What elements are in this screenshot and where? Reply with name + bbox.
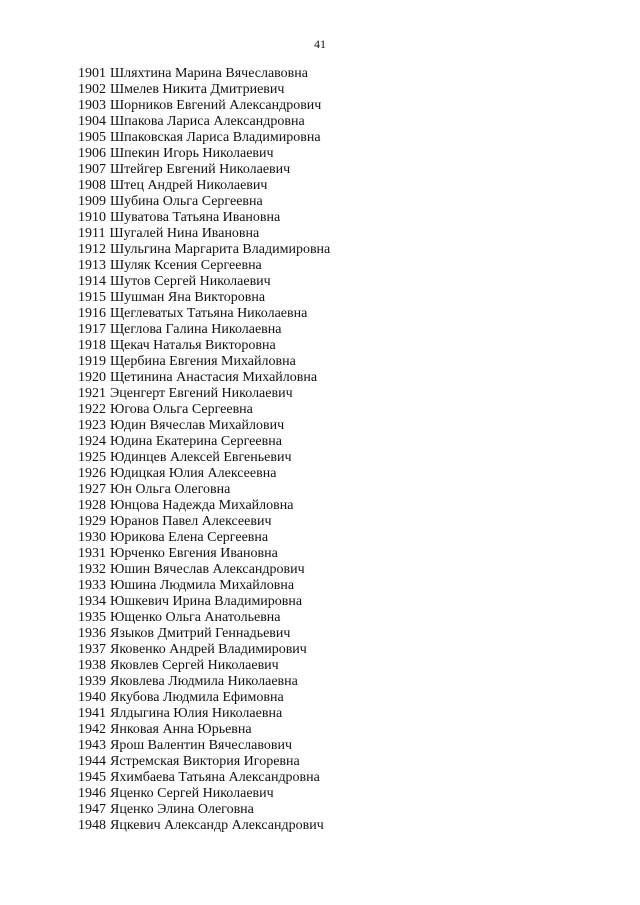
- list-item: [78, 290, 330, 306]
- entry-name: Шпекин Игорь Николаевич: [110, 146, 274, 161]
- list-item: [78, 434, 330, 450]
- entry-number: 1920: [78, 370, 106, 385]
- list-item: [78, 338, 330, 354]
- list-item: [78, 706, 330, 722]
- entry-number: 1913: [78, 258, 106, 273]
- list-item: [78, 146, 330, 162]
- entry-name: Щеглеватых Татьяна Николаевна: [110, 306, 308, 321]
- entry-name: Юрченко Евгения Ивановна: [110, 546, 278, 561]
- entry-name: Янковая Анна Юрьевна: [110, 722, 252, 737]
- entry-number: 1936: [78, 626, 106, 641]
- list-item: [78, 466, 330, 482]
- entry-number: 1947: [78, 802, 106, 817]
- entry-name: Щетинина Анастасия Михайловна: [110, 370, 318, 385]
- list-item: [78, 66, 330, 82]
- entry-name: Ющенко Ольга Анатольевна: [110, 610, 281, 625]
- entry-number: 1914: [78, 274, 106, 289]
- list-item: [78, 802, 330, 818]
- entry-number: 1925: [78, 450, 106, 465]
- list-item: [78, 674, 330, 690]
- entry-number: 1937: [78, 642, 106, 657]
- entry-number: 1927: [78, 482, 106, 497]
- entry-name: Щекач Наталья Викторовна: [110, 338, 276, 353]
- list-item: [78, 626, 330, 642]
- name-list: [78, 66, 330, 834]
- entry-number: 1903: [78, 98, 106, 113]
- entry-number: 1946: [78, 786, 106, 801]
- entry-name: Юдинцев Алексей Евгеньевич: [110, 450, 292, 465]
- entry-number: 1940: [78, 690, 106, 705]
- entry-name: Юдина Екатерина Сергеевна: [110, 434, 282, 449]
- entry-name: Штец Андрей Николаевич: [110, 178, 268, 193]
- list-item: [78, 194, 330, 210]
- entry-name: Яцкевич Александр Александрович: [110, 818, 324, 833]
- entry-number: 1926: [78, 466, 106, 481]
- entry-number: 1948: [78, 818, 106, 833]
- list-item: [78, 754, 330, 770]
- list-item: [78, 498, 330, 514]
- entry-number: 1924: [78, 434, 106, 449]
- list-item: [78, 274, 330, 290]
- entry-number: 1929: [78, 514, 106, 529]
- entry-name: Юнцова Надежда Михайловна: [110, 498, 294, 513]
- entry-name: Яхимбаева Татьяна Александровна: [110, 770, 320, 785]
- list-item: [78, 818, 330, 834]
- list-item: [78, 402, 330, 418]
- entry-name: Языков Дмитрий Геннадьевич: [110, 626, 291, 641]
- list-item: [78, 162, 330, 178]
- entry-number: 1916: [78, 306, 106, 321]
- list-item: [78, 562, 330, 578]
- entry-name: Ярош Валентин Вячеславович: [110, 738, 293, 753]
- entry-name: Штейгер Евгений Николаевич: [110, 162, 291, 177]
- list-item: [78, 98, 330, 114]
- list-item: [78, 482, 330, 498]
- entry-number: 1941: [78, 706, 106, 721]
- entry-number: 1933: [78, 578, 106, 593]
- entry-name: Яценко Сергей Николаевич: [110, 786, 274, 801]
- entry-name: Щеглова Галина Николаевна: [110, 322, 282, 337]
- list-item: [78, 658, 330, 674]
- entry-name: Шляхтина Марина Вячеславовна: [110, 66, 309, 81]
- entry-name: Шмелев Никита Дмитриевич: [110, 82, 285, 97]
- entry-name: Юшкевич Ирина Владимировна: [110, 594, 303, 609]
- list-item: [78, 786, 330, 802]
- entry-number: 1944: [78, 754, 106, 769]
- list-item: [78, 530, 330, 546]
- entry-name: Ялдыгина Юлия Николаевна: [110, 706, 283, 721]
- entry-number: 1942: [78, 722, 106, 737]
- entry-name: Шубина Ольга Сергеевна: [110, 194, 263, 209]
- list-item: [78, 322, 330, 338]
- entry-number: 1938: [78, 658, 106, 673]
- list-item: [78, 386, 330, 402]
- list-item: [78, 258, 330, 274]
- entry-number: 1915: [78, 290, 106, 305]
- entry-name: Юдицкая Юлия Алексеевна: [110, 466, 277, 481]
- list-item: [78, 578, 330, 594]
- entry-number: 1912: [78, 242, 106, 257]
- entry-name: Яковлев Сергей Николаевич: [110, 658, 279, 673]
- entry-number: 1922: [78, 402, 106, 417]
- entry-number: 1918: [78, 338, 106, 353]
- list-item: [78, 82, 330, 98]
- entry-number: 1931: [78, 546, 106, 561]
- entry-name: Шпаковская Лариса Владимировна: [110, 130, 321, 145]
- list-item: [78, 690, 330, 706]
- entry-name: Яценко Элина Олеговна: [110, 802, 254, 817]
- entry-number: 1901: [78, 66, 106, 81]
- entry-name: Юшин Вячеслав Александрович: [110, 562, 305, 577]
- entry-name: Юранов Павел Алексеевич: [110, 514, 272, 529]
- entry-name: Юдин Вячеслав Михайлович: [110, 418, 285, 433]
- list-item: [78, 354, 330, 370]
- entry-number: 1939: [78, 674, 106, 689]
- list-item: [78, 210, 330, 226]
- list-item: [78, 130, 330, 146]
- entry-name: Шутов Сергей Николаевич: [110, 274, 271, 289]
- entry-number: 1906: [78, 146, 106, 161]
- list-item: [78, 114, 330, 130]
- entry-number: 1930: [78, 530, 106, 545]
- entry-number: 1919: [78, 354, 106, 369]
- list-item: [78, 242, 330, 258]
- list-item: [78, 178, 330, 194]
- list-item: [78, 738, 330, 754]
- entry-name: Югова Ольга Сергеевна: [110, 402, 253, 417]
- entry-name: Юн Ольга Олеговна: [110, 482, 231, 497]
- list-item: [78, 306, 330, 322]
- entry-name: Щербина Евгения Михайловна: [110, 354, 296, 369]
- entry-name: Эценгерт Евгений Николаевич: [110, 386, 293, 401]
- list-item: [78, 370, 330, 386]
- entry-number: 1945: [78, 770, 106, 785]
- entry-number: 1908: [78, 178, 106, 193]
- list-item: [78, 226, 330, 242]
- entry-number: 1917: [78, 322, 106, 337]
- page-number: 41: [314, 37, 326, 51]
- entry-number: 1928: [78, 498, 106, 513]
- entry-name: Якубова Людмила Ефимовна: [110, 690, 284, 705]
- entry-name: Шуляк Ксения Сергеевна: [110, 258, 262, 273]
- list-item: [78, 642, 330, 658]
- entry-name: Шуватова Татьяна Ивановна: [110, 210, 281, 225]
- entry-number: 1910: [78, 210, 106, 225]
- entry-number: 1911: [78, 226, 106, 241]
- entry-name: Юшина Людмила Михайловна: [110, 578, 295, 593]
- entry-name: Шульгина Маргарита Владимировна: [110, 242, 331, 257]
- entry-name: Шушман Яна Викторовна: [110, 290, 266, 305]
- entry-number: 1932: [78, 562, 106, 577]
- entry-name: Шорников Евгений Александрович: [110, 98, 322, 113]
- entry-number: 1943: [78, 738, 106, 753]
- list-item: [78, 514, 330, 530]
- entry-name: Шугалей Нина Ивановна: [109, 226, 260, 241]
- entry-number: 1921: [78, 386, 106, 401]
- list-item: [78, 594, 330, 610]
- entry-number: 1904: [78, 114, 106, 129]
- entry-number: 1934: [78, 594, 106, 609]
- entry-number: 1909: [78, 194, 106, 209]
- list-item: [78, 770, 330, 786]
- entry-number: 1902: [78, 82, 106, 97]
- entry-name: Юрикова Елена Сергеевна: [110, 530, 269, 545]
- entry-name: Шпакова Лариса Александровна: [110, 114, 305, 129]
- list-item: [78, 418, 330, 434]
- entry-name: Яковенко Андрей Владимирович: [110, 642, 307, 657]
- entry-number: 1923: [78, 418, 106, 433]
- entry-number: 1907: [78, 162, 106, 177]
- list-item: [78, 722, 330, 738]
- list-item: [78, 546, 330, 562]
- list-item: [78, 450, 330, 466]
- entry-name: Ястремская Виктория Игоревна: [110, 754, 300, 769]
- entry-number: 1935: [78, 610, 106, 625]
- entry-name: Яковлева Людмила Николаевна: [110, 674, 298, 689]
- list-item: [78, 610, 330, 626]
- entry-number: 1905: [78, 130, 106, 145]
